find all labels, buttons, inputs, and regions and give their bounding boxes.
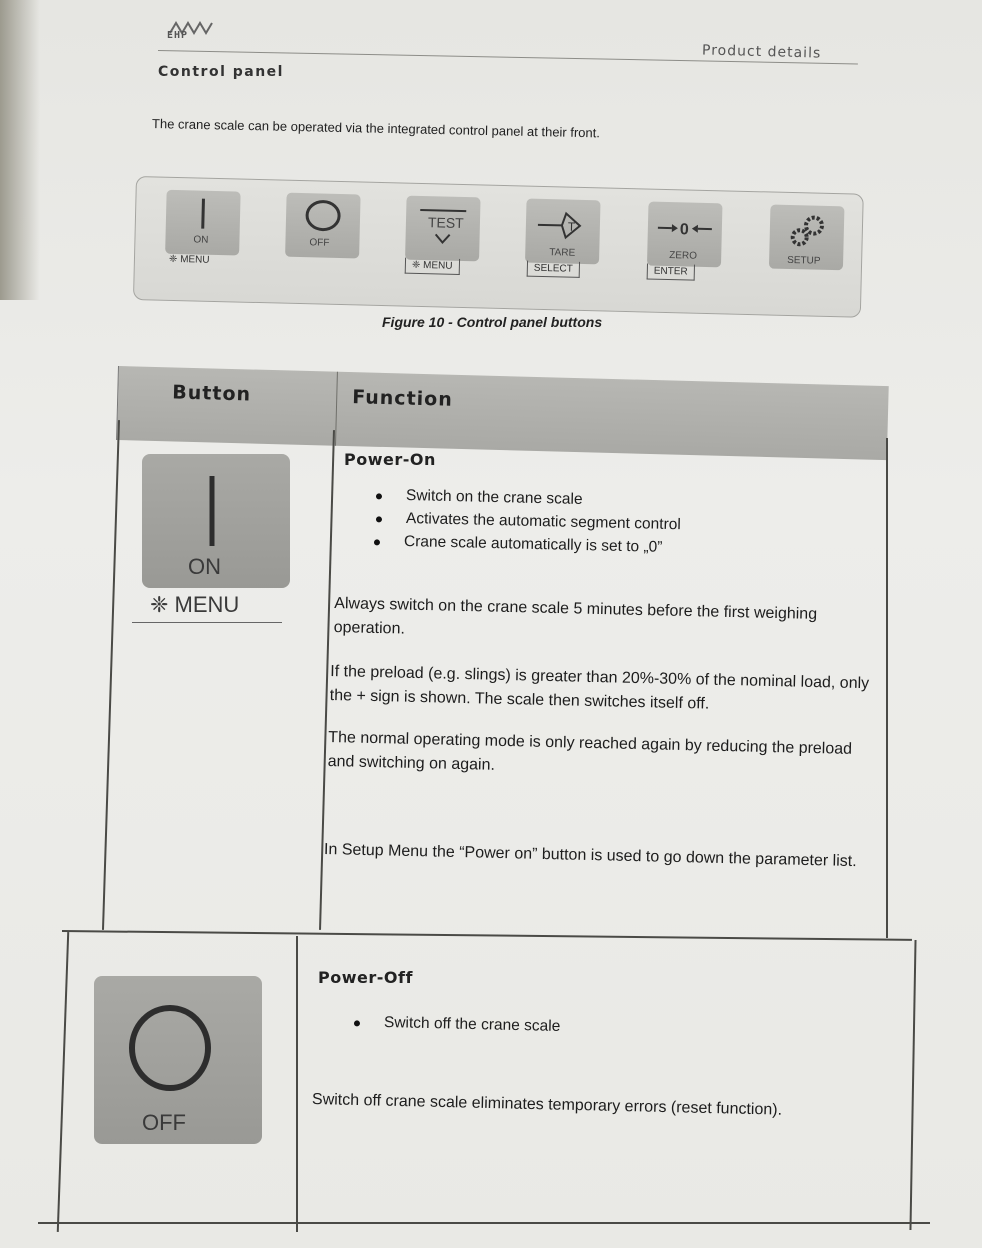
panel-label-tare: TARE	[549, 247, 576, 259]
panel-button-zero	[647, 202, 723, 268]
header-divider-line	[335, 372, 338, 446]
paragraph-setup-menu: In Setup Menu the “Power on” button is used to go down the parameter list.	[323, 841, 857, 871]
panel-button-on	[165, 190, 241, 256]
panel-button-tare	[525, 199, 601, 265]
panel-sub-test: ❈ MENU	[405, 258, 460, 275]
panel-button-test	[405, 196, 481, 262]
power-off-button-illustration	[94, 976, 262, 1144]
panel-label-setup: SETUP	[786, 254, 821, 267]
paragraph-preload: If the preload (e.g. slings) is greater than 20%-30% of the nominal load, only the + sign is shown. The scale then switches itself off.	[329, 663, 870, 713]
table-border-right	[886, 438, 888, 938]
column-header-button: Button	[172, 381, 252, 406]
panel-button-off	[285, 193, 361, 259]
section-label: Product details	[701, 42, 822, 62]
bullet-item: Switch on the crane scale	[405, 487, 583, 509]
bullet-item: Switch off the crane scale	[383, 1014, 561, 1035]
page-title: Control panel	[158, 64, 284, 80]
menu-down-label: ❈ MENU	[150, 592, 240, 617]
table-column-divider-2	[296, 936, 298, 1232]
intro-text: The crane scale can be operated via the integrated control panel at their front.	[151, 116, 601, 141]
bullet-item: Activates the automatic segment control	[405, 510, 681, 534]
power-on-button-illustration	[142, 454, 290, 588]
control-panel-figure	[133, 176, 864, 318]
paragraph-warmup: Always switch on the crane scale 5 minutes before the first weighing operation.	[333, 595, 818, 638]
panel-sub-on: ❈ MENU	[168, 253, 210, 266]
panel-sub-tare: SELECT	[527, 261, 580, 278]
panel-button-setup	[769, 205, 845, 271]
table-bottom-border	[38, 1222, 930, 1224]
panel-label-test: TEST	[427, 214, 464, 232]
menu-underline	[132, 622, 282, 623]
column-header-function: Function	[351, 386, 454, 411]
svg-text:T: T	[567, 219, 576, 234]
paragraph-reset: Switch off crane scale eliminates temporary errors (reset function).	[311, 1091, 783, 1119]
zero-glyph: 0	[679, 221, 689, 239]
bullet-item: Crane scale automatically is set to „0”	[403, 533, 663, 556]
logo-text: EHP	[167, 30, 189, 41]
power-on-label: ON	[188, 554, 221, 579]
page-shadow	[0, 0, 40, 300]
row-title-power-off: Power-Off	[318, 968, 413, 987]
power-off-label: OFF	[142, 1110, 186, 1135]
panel-label-off: OFF	[309, 237, 330, 249]
figure-caption: Figure 10 - Control panel buttons	[382, 314, 603, 330]
row-title-power-on: Power-On	[344, 450, 436, 469]
paragraph-operating-mode: The normal operating mode is only reached again by reducing the preload and switching on again.	[327, 729, 853, 774]
panel-label-zero: ZERO	[669, 250, 698, 262]
panel-label-on: ON	[193, 234, 209, 246]
panel-sub-zero: ENTER	[647, 264, 695, 281]
